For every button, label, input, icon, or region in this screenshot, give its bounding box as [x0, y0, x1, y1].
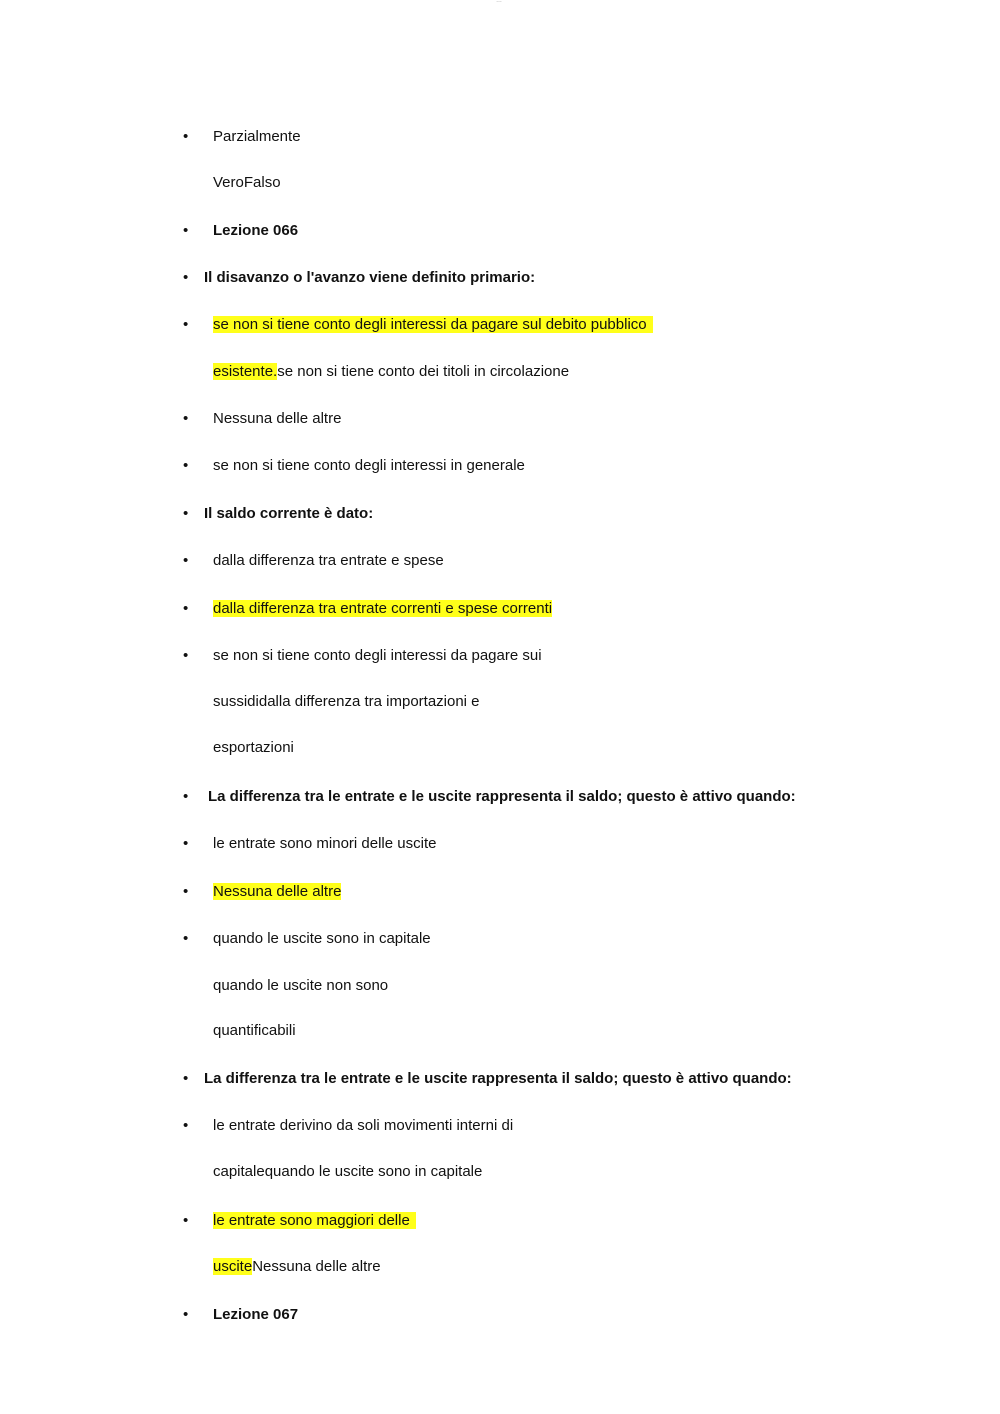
bullet: [183, 1305, 193, 1325]
bullet: [183, 268, 193, 288]
highlighted-text: le entrate sono maggiori delle: [213, 1212, 416, 1229]
bullet: [183, 929, 193, 949]
list-item: dalla differenza tra entrate e spese: [213, 552, 444, 569]
bullet: [183, 409, 193, 429]
list-item-continuation: esportazioni: [213, 739, 294, 756]
list-item: quando le uscite sono in capitale: [213, 930, 431, 947]
highlighted-text: Nessuna delle altre: [213, 883, 342, 900]
highlighted-text: se non si tiene conto degli interessi da pagare sul debito pubblico: [213, 316, 653, 333]
bullet: [183, 315, 193, 335]
answer-correct: [213, 882, 341, 902]
list-item-continuation: VeroFalso: [213, 174, 281, 191]
lesson-heading: Lezione 067: [213, 1306, 299, 1323]
bullet: [183, 599, 193, 619]
answer-text: se non si tiene conto dei titoli in circolazione: [277, 363, 570, 380]
list-item: le entrate sono minori delle uscite: [213, 835, 437, 852]
highlighted-text: uscite: [213, 1258, 253, 1275]
list-item: le entrate derivino da soli movimenti interni di: [213, 1117, 514, 1134]
answer-correct: [213, 599, 552, 619]
highlighted-text: esistente.: [213, 363, 278, 380]
answer-text: Nessuna delle altre: [252, 1258, 381, 1275]
bullet: [183, 787, 193, 807]
answer-correct: [213, 315, 653, 335]
list-item-continuation: quando le uscite non sono: [213, 977, 389, 994]
bullet: [183, 1069, 193, 1089]
bullet: [183, 127, 193, 147]
list-item: se non si tiene conto degli interessi da pagare sui: [213, 647, 542, 664]
bullet: [183, 1211, 193, 1231]
question: La differenza tra le entrate e le uscite rappresenta il saldo; questo è attivo quando:: [208, 788, 796, 805]
page-header-mark: ~~~: [496, 0, 502, 3]
list-item-continuation: sussididalla differenza tra importazioni e: [213, 693, 480, 710]
list-item-continuation: [213, 1257, 381, 1277]
bullet: [183, 221, 193, 241]
answer-correct: [213, 1211, 416, 1231]
bullet: [183, 882, 193, 902]
list-item: se non si tiene conto degli interessi in generale: [213, 457, 525, 474]
list-item: Nessuna delle altre: [213, 410, 342, 427]
list-item-continuation: quantificabili: [213, 1022, 296, 1039]
bullet: [183, 1116, 193, 1136]
bullet: [183, 551, 193, 571]
bullet: [183, 504, 193, 524]
list-item-continuation: [213, 362, 569, 382]
highlighted-text: dalla differenza tra entrate correnti e spese correnti: [213, 600, 553, 617]
bullet: [183, 456, 193, 476]
list-item: Parzialmente: [213, 128, 301, 145]
lesson-heading: Lezione 066: [213, 222, 299, 239]
bullet: [183, 834, 193, 854]
question: Il saldo corrente è dato:: [204, 505, 374, 522]
question: La differenza tra le entrate e le uscite rappresenta il saldo; questo è attivo quando:: [204, 1070, 792, 1087]
question: Il disavanzo o l'avanzo viene definito primario:: [204, 269, 536, 286]
list-item-continuation: capitalequando le uscite sono in capitale: [213, 1163, 483, 1180]
bullet: [183, 646, 193, 666]
